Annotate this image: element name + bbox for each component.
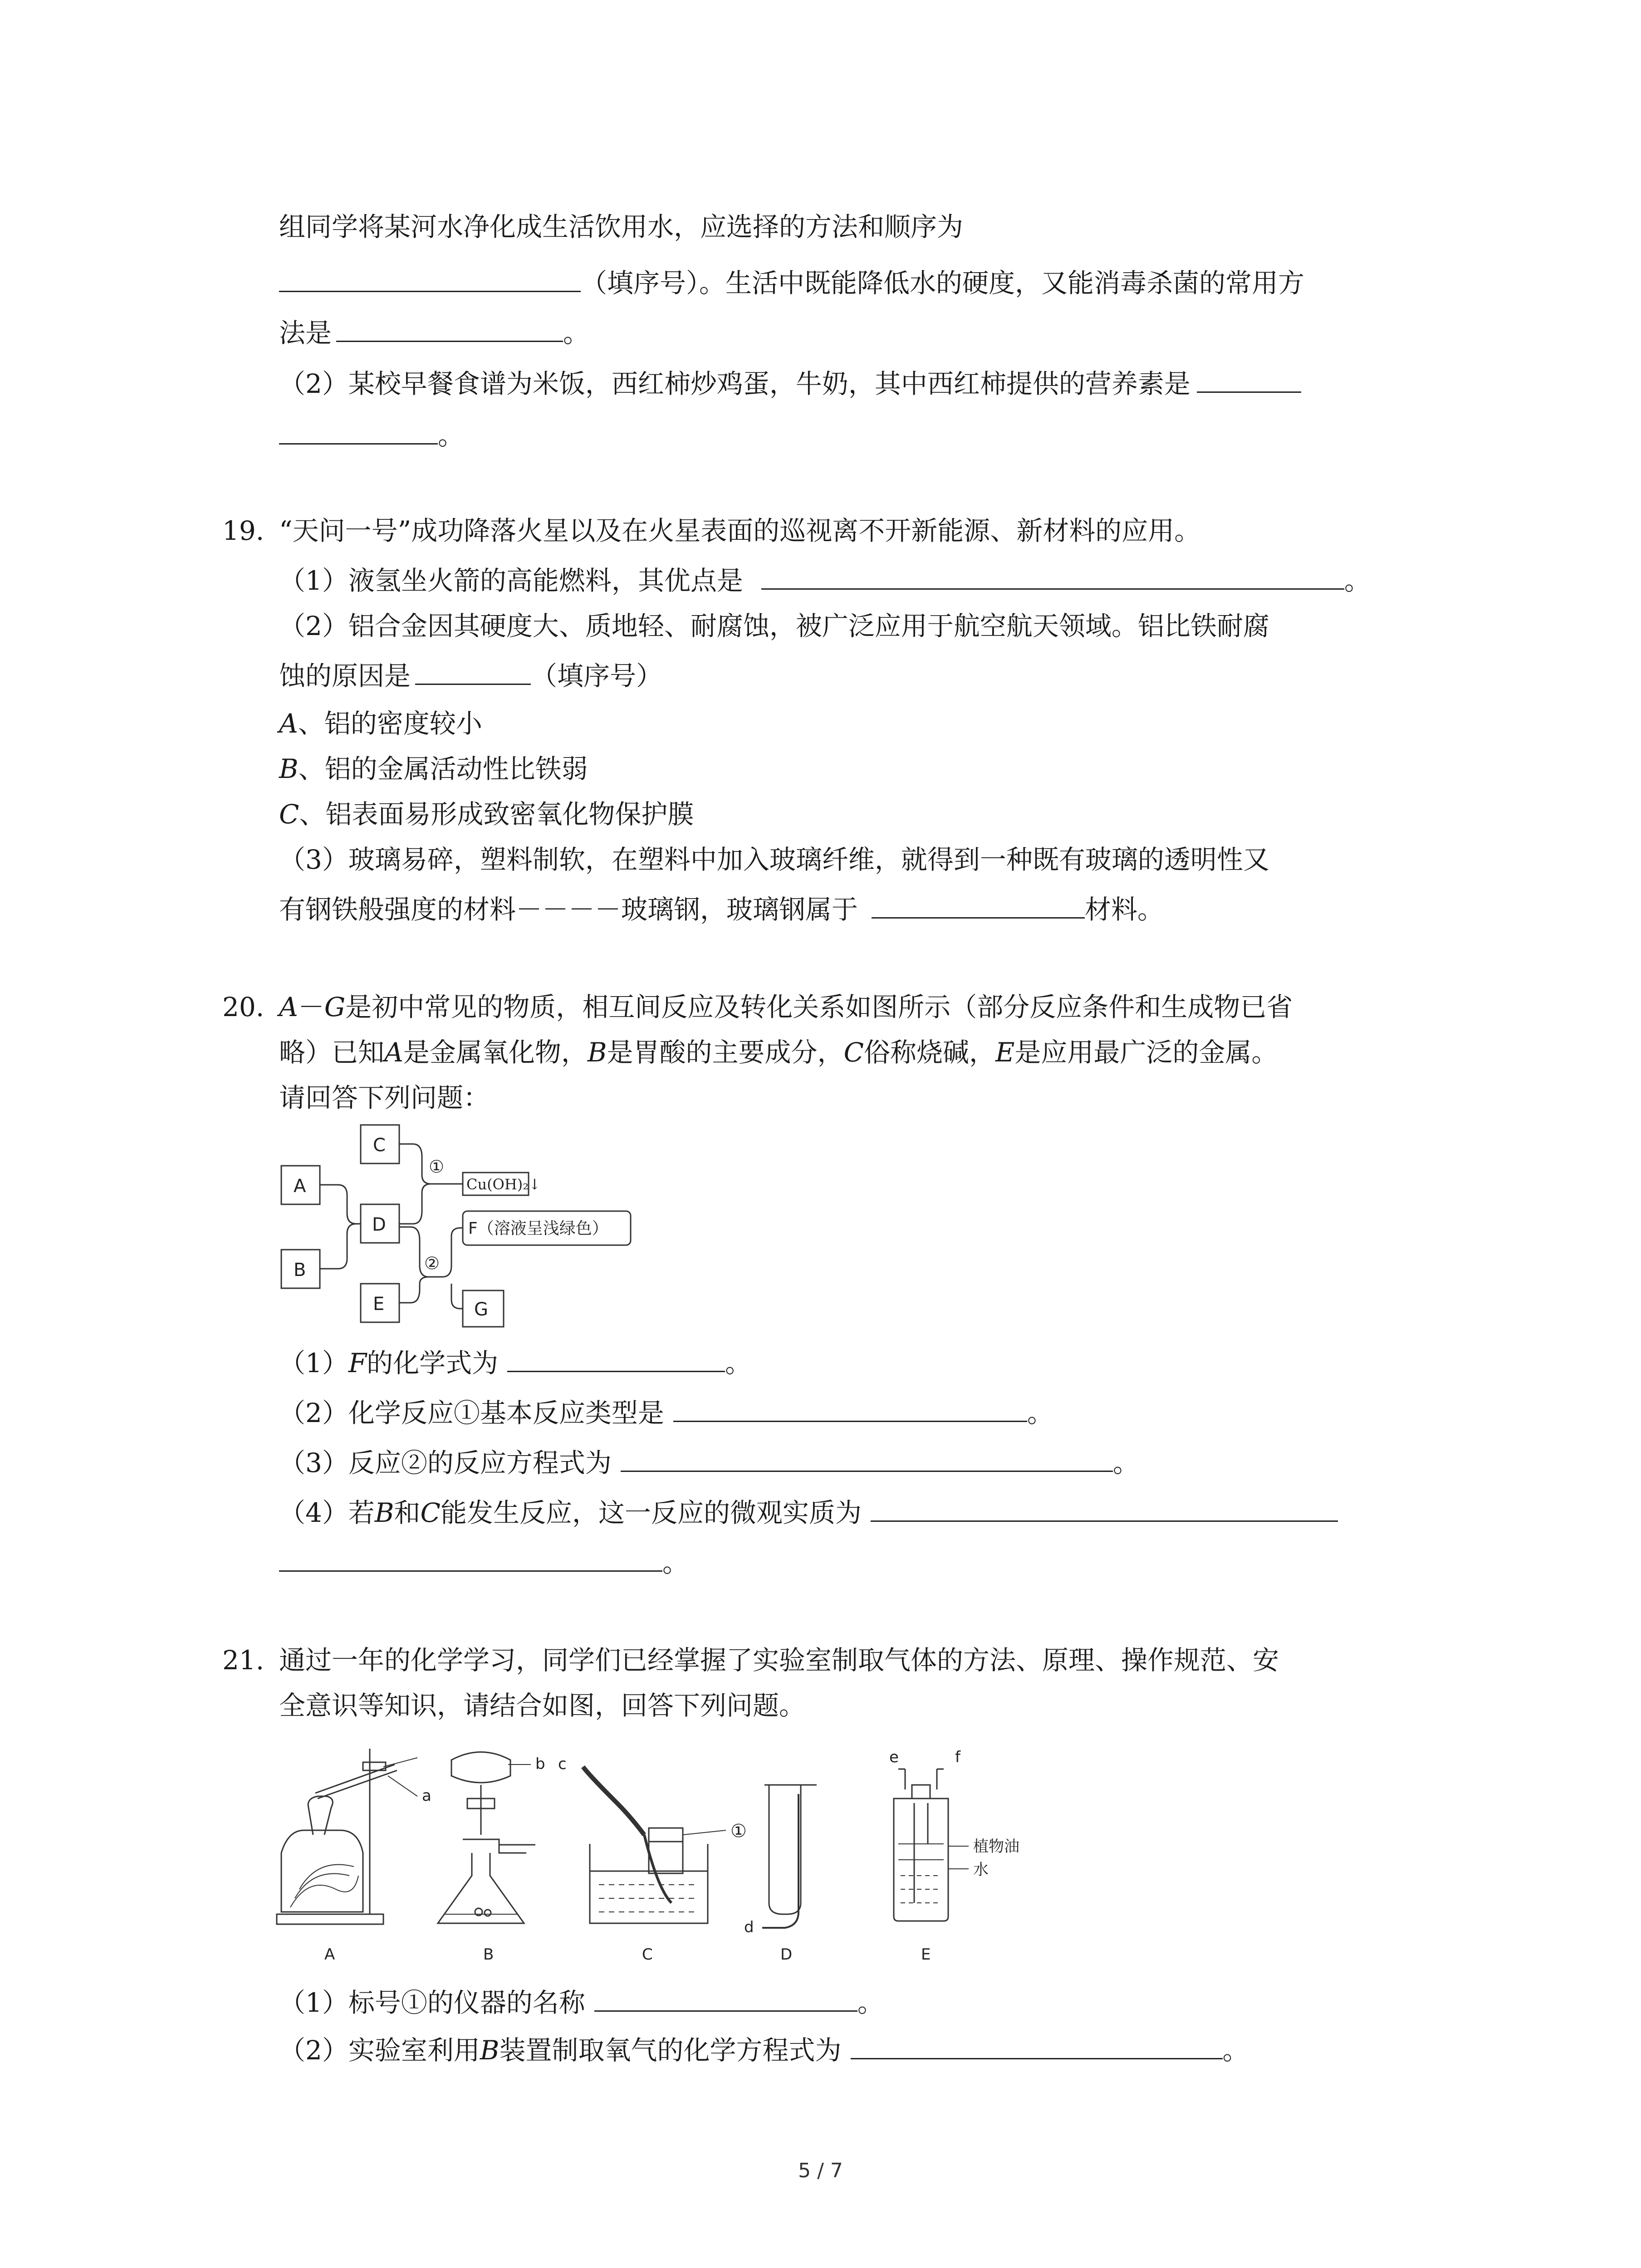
answer-blank[interactable] (871, 1497, 1338, 1522)
q19-option-c (279, 796, 694, 832)
label-c: C (373, 1135, 386, 1156)
label-b: B (294, 1260, 306, 1281)
q19-part3-head: 有钢铁般强度的材料－－－－玻璃钢，玻璃钢属于 (279, 894, 858, 925)
q19-part2: （2）铝合金因其硬度大、质地轻、耐腐蚀，被广泛应用于航空航天领域。铝比铁耐腐 (279, 611, 1269, 641)
var-f: F (348, 1348, 367, 1378)
label-f-small: f (955, 1748, 960, 1766)
label-cuoh2: Cu(OH)₂↓ (466, 1176, 541, 1193)
question-number: 20. (222, 992, 265, 1022)
t: 和 (394, 1497, 421, 1528)
q19-part2-tail: （填序号） (531, 660, 663, 691)
q20-stem-line3: 请回答下列问题： (279, 1082, 490, 1113)
answer-blank[interactable] (279, 420, 438, 445)
q18-part2 (279, 366, 1301, 402)
t: （3）反应②的反应方程式为 (279, 1447, 612, 1478)
t: 通过一年的化学学习，同学们已经掌握了实验室制取气体的方法、原理、操作规范、安 (279, 1645, 1279, 1676)
var-b: B (374, 1497, 394, 1528)
label-water: 水 (973, 1861, 989, 1879)
caption-a: A (324, 1945, 335, 1964)
t: （4）若 (279, 1497, 375, 1528)
page-number: 5 / 7 (798, 2159, 843, 2182)
q19-part1 (279, 562, 1371, 599)
t: 装置制取氧气的化学方程式为 (499, 2035, 842, 2066)
caption-b: B (483, 1945, 494, 1964)
answer-blank[interactable] (621, 1447, 1113, 1472)
q19-part2-cont (279, 658, 662, 694)
caption-e: E (921, 1945, 931, 1964)
label-vegetable-oil: 植物油 (973, 1838, 1019, 1856)
option-text: 、铝表面易形成致密氧化物保护膜 (299, 799, 694, 830)
t: 是应用最广泛的金属。 (1014, 1037, 1278, 1068)
var-a: A (279, 992, 298, 1022)
t: 略）已知 (279, 1037, 385, 1068)
var: A (384, 1037, 403, 1068)
apparatus-c (583, 1767, 726, 1923)
answer-blank[interactable] (279, 267, 581, 292)
q19-part3-cont (279, 891, 1164, 928)
answer-blank[interactable] (279, 1547, 662, 1572)
lab-apparatus-figure (272, 1740, 1066, 1975)
t: 是金属氧化物， (403, 1037, 588, 1068)
var-g: G (324, 992, 346, 1022)
apparatus-d (762, 1785, 817, 1928)
option-letter: A (279, 708, 298, 739)
answer-blank[interactable] (336, 317, 563, 342)
label-c-small: c (558, 1755, 567, 1773)
t: 。 (725, 1348, 752, 1378)
answer-blank[interactable] (673, 1397, 1027, 1422)
var-c: C (420, 1497, 441, 1528)
q18-line3-head: 法是 (279, 318, 332, 348)
q21-part1 (279, 1984, 884, 2021)
t: （2）化学反应①基本反应类型是 (279, 1398, 664, 1428)
q20-part2 (279, 1395, 1053, 1431)
reaction-1-marker: ① (429, 1157, 445, 1177)
t: 是胃酸的主要成分， (607, 1037, 844, 1068)
q19-stem (222, 513, 1200, 549)
q18-line2 (279, 265, 1304, 301)
q20-stem-line1 (222, 989, 1293, 1025)
stem-text: 是初中常见的物质，相互间反应及转化关系如图所示（部分反应条件和生成物已省 (345, 992, 1293, 1022)
question-number: 19. (222, 515, 265, 546)
t: （1）标号①的仪器的名称 (279, 1987, 585, 2018)
label-d: D (372, 1214, 386, 1235)
var: C (843, 1037, 864, 1068)
var: E (995, 1037, 1015, 1068)
label-circled-1: ① (730, 1821, 747, 1842)
label-a-small: a (422, 1787, 431, 1805)
answer-blank[interactable] (761, 565, 1344, 590)
answer-blank[interactable] (1197, 368, 1301, 393)
q18-part2-end: 。 (438, 420, 465, 451)
q18-line3-tail: 。 (563, 318, 590, 348)
t: 。 (662, 1547, 689, 1578)
q21-stem-line2: 全意识等知识，请结合如图，回答下列问题。 (279, 1690, 806, 1721)
label-f: F（溶液呈浅绿色） (468, 1219, 608, 1238)
label-a: A (294, 1176, 306, 1197)
q20-part3 (279, 1445, 1139, 1481)
label-g: G (474, 1299, 488, 1320)
reaction-2-marker: ② (424, 1253, 440, 1273)
q21-part2 (279, 2032, 1249, 2068)
t: 俗称烧碱， (863, 1037, 995, 1068)
t: 。 (857, 1987, 884, 2018)
option-text: 、铝的密度较小 (298, 708, 482, 739)
reaction-flow-diagram (272, 1120, 662, 1338)
q19-part1-end: 。 (1344, 565, 1371, 596)
label-d-small: d (744, 1918, 754, 1936)
q19-part2-head: 蚀的原因是 (279, 660, 411, 691)
option-letter: B (279, 753, 299, 784)
option-text: 、铝的金属活动性比铁弱 (298, 753, 588, 784)
option-letter: C (279, 799, 299, 830)
apparatus-e (894, 1769, 969, 1921)
question-number: 21. (222, 1645, 265, 1676)
t: 能发生反应，这一反应的微观实质为 (440, 1497, 862, 1528)
q18-line1: 组同学将某河水净化成生活饮用水，应选择的方法和顺序为 (279, 211, 964, 242)
var-b: B (480, 2035, 500, 2066)
q20-part1 (279, 1345, 751, 1381)
t: 。 (1027, 1398, 1053, 1428)
q18-line2-text: （填序号）。生活中既能降低水的硬度，又能消毒杀菌的常用方 (581, 268, 1305, 298)
q20-part4 (279, 1495, 1338, 1531)
q19-part3-tail: 材料。 (1085, 894, 1164, 925)
t: （1） (279, 1348, 348, 1378)
answer-blank[interactable] (507, 1347, 725, 1372)
q20-part4-cont (279, 1545, 689, 1581)
q19-stem-text: “天问一号”成功降落火星以及在火星表面的巡视离不开新能源、新材料的应用。 (279, 515, 1201, 546)
label-e-small: e (889, 1748, 899, 1766)
answer-blank[interactable] (872, 894, 1085, 919)
q19-part1-text: （1）液氢坐火箭的高能燃料，其优点是 (279, 565, 743, 596)
t: 。 (1222, 2035, 1249, 2066)
apparatus-b (438, 1752, 535, 1924)
t: 的化学式为 (367, 1348, 499, 1378)
label-e: E (373, 1294, 385, 1315)
q18-line3 (279, 315, 589, 351)
t: 。 (1112, 1447, 1139, 1478)
var: B (587, 1037, 607, 1068)
q18-part2-text: （2）某校早餐食谱为米饭，西红柿炒鸡蛋，牛奶，其中西红柿提供的营养素是 (279, 368, 1190, 399)
t: （2）实验室利用 (279, 2035, 480, 2066)
q19-part3: （3）玻璃易碎，塑料制软，在塑料中加入玻璃纤维，就得到一种既有玻璃的透明性又 (279, 844, 1269, 875)
answer-blank[interactable] (594, 1987, 857, 2012)
label-b-small: b (535, 1755, 545, 1773)
q18-part2-cont (279, 417, 464, 454)
q19-option-b (279, 751, 588, 787)
apparatus-a (277, 1749, 417, 1924)
answer-blank[interactable] (851, 2034, 1223, 2059)
answer-blank[interactable] (415, 660, 531, 685)
dash: － (298, 992, 324, 1022)
q19-option-a (279, 705, 482, 742)
q20-stem-line2 (279, 1034, 1278, 1070)
q21-stem-line1 (222, 1642, 1279, 1678)
caption-c: C (642, 1945, 653, 1964)
caption-d: D (780, 1945, 793, 1964)
